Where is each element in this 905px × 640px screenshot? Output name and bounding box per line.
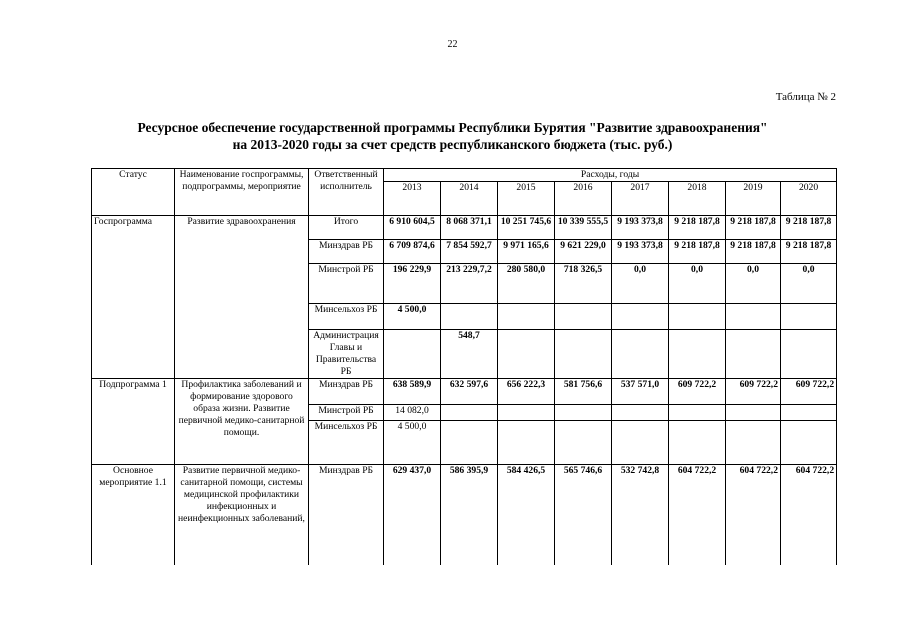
value-cell — [498, 330, 555, 379]
value-cell: 604 722,2 — [669, 465, 726, 565]
value-cell — [441, 405, 498, 421]
value-cell — [498, 304, 555, 330]
value-cell: 656 222,3 — [498, 379, 555, 405]
executor-cell: Минздрав РБ — [309, 465, 384, 565]
value-cell: 9 218 187,8 — [669, 216, 726, 240]
executor-cell: Администрация Главы и Правительства РБ — [309, 330, 384, 379]
header-year: 2015 — [498, 182, 555, 216]
name-cell: Развитие первичной медико-санитарной помощи, системы медицинской профилактики инфекционных и неинфекционных заболеваний, — [175, 465, 309, 565]
value-cell — [555, 405, 612, 421]
header-year: 2016 — [555, 182, 612, 216]
value-cell: 604 722,2 — [781, 465, 837, 565]
table-label: Таблица № 2 — [775, 91, 836, 103]
executor-cell: Минздрав РБ — [309, 379, 384, 405]
value-cell — [669, 405, 726, 421]
value-cell — [612, 304, 669, 330]
value-cell — [781, 421, 837, 465]
header-name: Наименование госпрограммы, подпрограммы, мероприятие — [175, 169, 309, 216]
document-title — [60, 119, 845, 153]
value-cell: 609 722,2 — [669, 379, 726, 405]
value-cell: 4 500,0 — [384, 304, 441, 330]
value-cell — [726, 405, 781, 421]
value-cell: 9 218 187,8 — [781, 216, 837, 240]
value-cell: 8 068 371,1 — [441, 216, 498, 240]
value-cell: 9 218 187,8 — [781, 240, 837, 264]
value-cell: 280 580,0 — [498, 264, 555, 304]
status-cell: Основное мероприятие 1.1 — [92, 465, 175, 565]
value-cell: 4 500,0 — [384, 421, 441, 465]
value-cell — [498, 405, 555, 421]
executor-cell: Итого — [309, 216, 384, 240]
value-cell: 604 722,2 — [726, 465, 781, 565]
value-cell: 6 910 604,5 — [384, 216, 441, 240]
value-cell — [498, 421, 555, 465]
value-cell: 548,7 — [441, 330, 498, 379]
table-row — [92, 465, 837, 565]
value-cell: 629 437,0 — [384, 465, 441, 565]
resource-table — [91, 168, 837, 565]
value-cell: 6 709 874,6 — [384, 240, 441, 264]
header-year: 2013 — [384, 182, 441, 216]
header-year: 2018 — [669, 182, 726, 216]
header-status: Статус — [92, 169, 175, 216]
value-cell: 0,0 — [669, 264, 726, 304]
value-cell: 9 218 187,8 — [669, 240, 726, 264]
value-cell: 0,0 — [612, 264, 669, 304]
value-cell: 9 621 229,0 — [555, 240, 612, 264]
value-cell: 9 218 187,8 — [726, 240, 781, 264]
value-cell: 0,0 — [781, 264, 837, 304]
header-executor: Ответственный исполнитель — [309, 169, 384, 216]
value-cell: 196 229,9 — [384, 264, 441, 304]
table-row — [92, 379, 837, 405]
name-cell: Развитие здравоохранения — [175, 216, 309, 379]
value-cell: 9 218 187,8 — [726, 216, 781, 240]
value-cell — [726, 304, 781, 330]
value-cell: 632 597,6 — [441, 379, 498, 405]
executor-cell: Минсельхоз РБ — [309, 304, 384, 330]
header-year: 2014 — [441, 182, 498, 216]
value-cell: 586 395,9 — [441, 465, 498, 565]
value-cell: 9 971 165,6 — [498, 240, 555, 264]
value-cell — [669, 330, 726, 379]
value-cell: 0,0 — [726, 264, 781, 304]
value-cell: 584 426,5 — [498, 465, 555, 565]
value-cell — [726, 421, 781, 465]
value-cell — [726, 330, 781, 379]
value-cell — [555, 304, 612, 330]
status-cell: Подпрограмма 1 — [92, 379, 175, 465]
value-cell: 581 756,6 — [555, 379, 612, 405]
value-cell: 10 339 555,5 — [555, 216, 612, 240]
value-cell — [612, 330, 669, 379]
header-year: 2019 — [726, 182, 781, 216]
executor-cell: Минстрой РБ — [309, 264, 384, 304]
value-cell — [555, 330, 612, 379]
value-cell — [669, 304, 726, 330]
executor-cell: Минстрой РБ — [309, 405, 384, 421]
value-cell: 718 326,5 — [555, 264, 612, 304]
value-cell: 9 193 373,8 — [612, 216, 669, 240]
value-cell: 609 722,2 — [726, 379, 781, 405]
table-row — [92, 216, 837, 240]
value-cell: 9 193 373,8 — [612, 240, 669, 264]
value-cell — [781, 405, 837, 421]
header-expenses: Расходы, годы — [384, 169, 837, 182]
value-cell: 10 251 745,6 — [498, 216, 555, 240]
title-line-1: Ресурсное обеспечение государственной программы Республики Бурятия "Развитие здравоохранения" — [137, 120, 768, 135]
value-cell: 14 082,0 — [384, 405, 441, 421]
value-cell — [781, 330, 837, 379]
value-cell — [384, 330, 441, 379]
executor-cell: Минздрав РБ — [309, 240, 384, 264]
value-cell: 537 571,0 — [612, 379, 669, 405]
value-cell: 7 854 592,7 — [441, 240, 498, 264]
value-cell: 638 589,9 — [384, 379, 441, 405]
value-cell — [781, 304, 837, 330]
value-cell: 609 722,2 — [781, 379, 837, 405]
header-year: 2020 — [781, 182, 837, 216]
value-cell: 213 229,7,2 — [441, 264, 498, 304]
value-cell — [669, 421, 726, 465]
page-number: 22 — [447, 39, 458, 50]
status-cell: Госпрограмма — [92, 216, 175, 379]
executor-cell: Минсельхоз РБ — [309, 421, 384, 465]
value-cell — [441, 421, 498, 465]
title-line-2: на 2013-2020 годы за счет средств республиканского бюджета (тыс. руб.) — [232, 137, 673, 152]
header-year: 2017 — [612, 182, 669, 216]
value-cell — [612, 421, 669, 465]
value-cell — [555, 421, 612, 465]
value-cell: 565 746,6 — [555, 465, 612, 565]
name-cell: Профилактика заболеваний и формирование здорового образа жизни. Развитие первичной медико-санитарной помощи. — [175, 379, 309, 465]
value-cell: 532 742,8 — [612, 465, 669, 565]
value-cell — [612, 405, 669, 421]
value-cell — [441, 304, 498, 330]
